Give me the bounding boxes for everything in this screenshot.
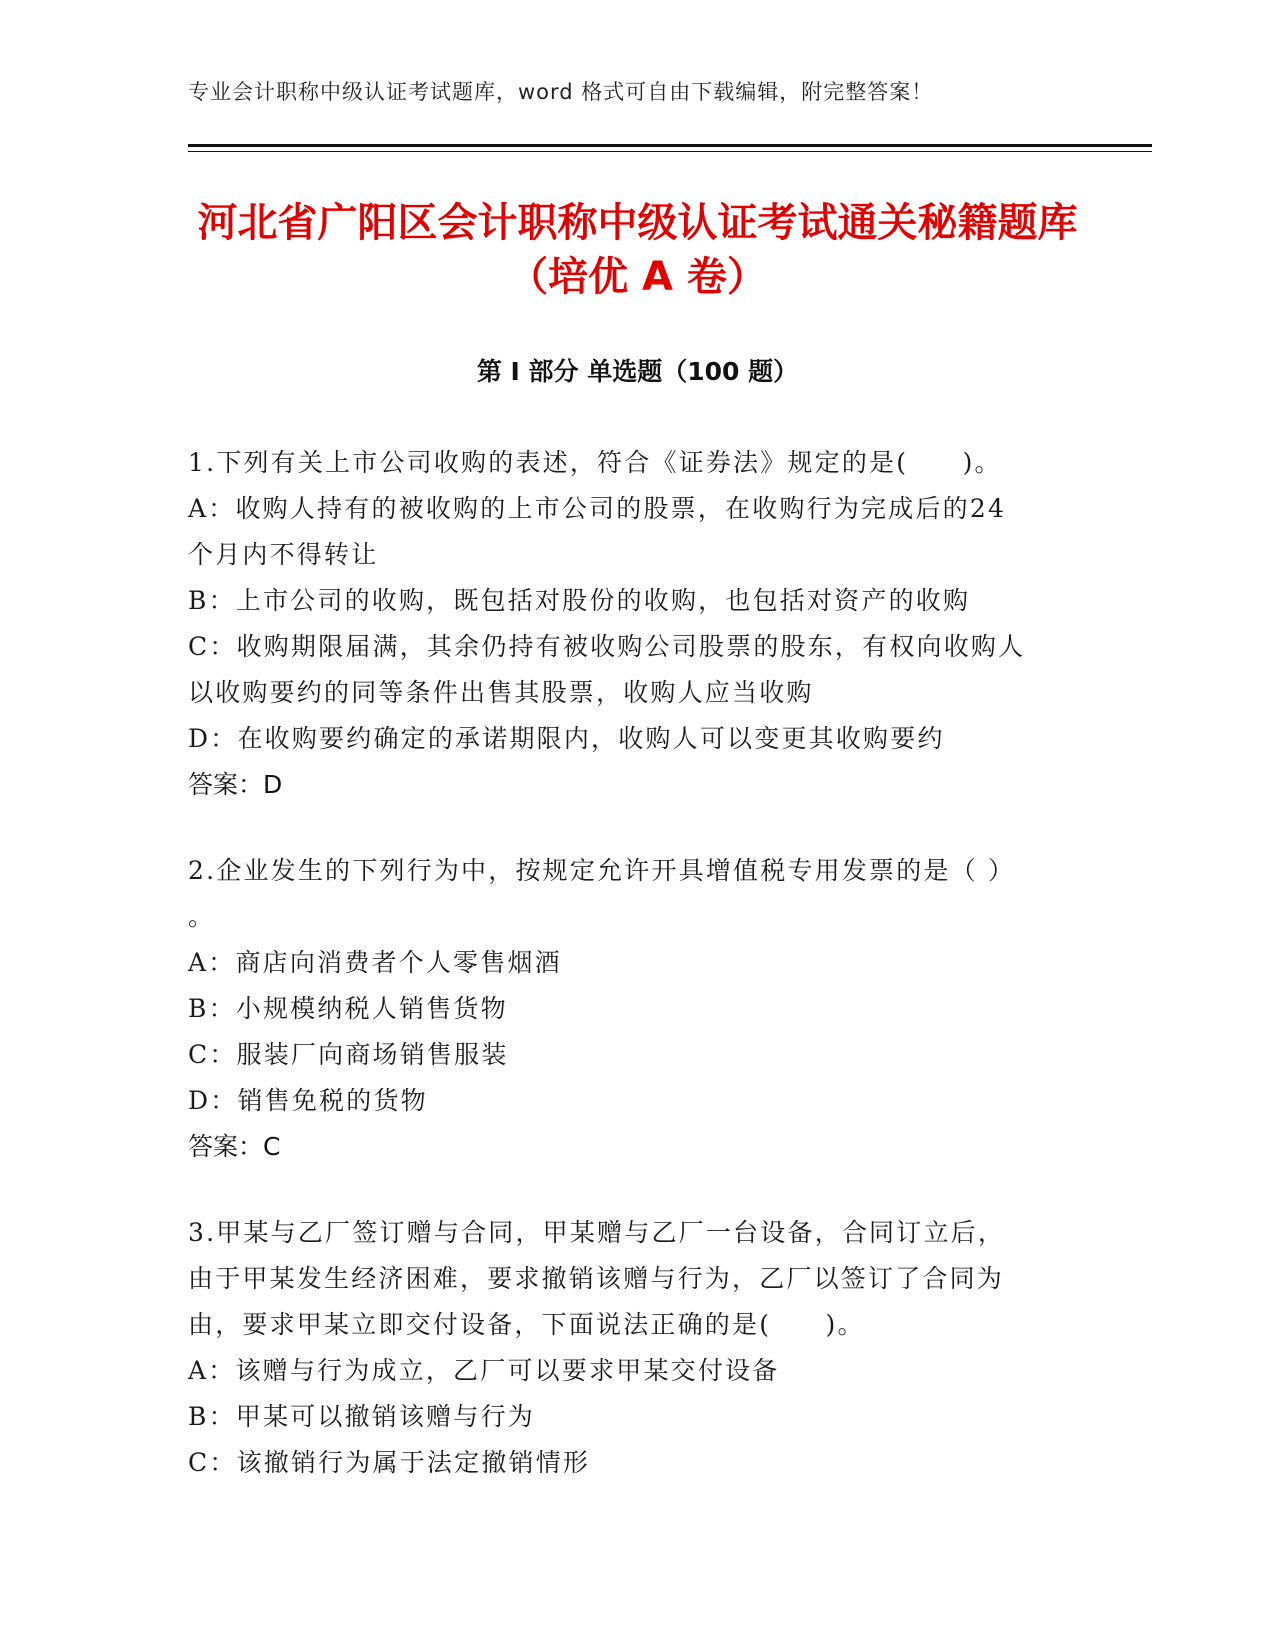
option-line: D：销售免税的货物: [188, 1086, 428, 1115]
option-line: C：服装厂向商场销售服装: [188, 1040, 509, 1069]
question-stem-line: 由，要求甲某立即交付设备，下面说法正确的是( )。: [188, 1310, 865, 1339]
document-title: 河北省广阳区会计职称中级认证考试通关秘籍题库（培优 A 卷）: [197, 200, 1078, 300]
header-rule-thin: [188, 151, 1152, 152]
option-line: A：收购人持有的被收购的上市公司的股票，在收购行为完成后的24: [188, 494, 1007, 523]
option-line: B：上市公司的收购，既包括对股份的收购，也包括对资产的收购: [188, 586, 971, 615]
header-rule-thick: [188, 144, 1152, 147]
question-block: [188, 848, 1068, 1170]
option-line: C：该撤销行为属于法定撤销情形: [188, 1448, 591, 1477]
option-line: 个月内不得转让: [188, 540, 379, 569]
section-heading: 第 I 部分 单选题（100 题）: [476, 357, 799, 386]
option-line: C：收购期限届满，其余仍持有被收购公司股票的股东，有权向收购人: [188, 632, 1026, 661]
option-line: A：该赠与行为成立，乙厂可以要求甲某交付设备: [188, 1356, 780, 1385]
question-stem-line: 3.甲某与乙厂签订赠与合同，甲某赠与乙厂一台设备，合同订立后，: [188, 1218, 1006, 1247]
question-block: [188, 440, 1068, 808]
option-line: A：商店向消费者个人零售烟酒: [188, 948, 562, 977]
option-line: 以收购要约的同等条件出售其股票，收购人应当收购: [188, 678, 814, 707]
option-line: D：在收购要约确定的承诺期限内，收购人可以变更其收购要约: [188, 724, 945, 753]
answer-line: 答案：C: [188, 1132, 281, 1161]
question-stem-line: 1.下列有关上市公司收购的表述，符合《证券法》规定的是( )。: [188, 448, 1002, 477]
question-list: [188, 440, 1068, 1526]
question-stem-line: 。: [188, 902, 216, 931]
option-line: B：甲某可以撤销该赠与行为: [188, 1402, 535, 1431]
answer-line: 答案：D: [188, 770, 283, 799]
header-note: 专业会计职称中级认证考试题库，word 格式可自由下载编辑，附完整答案！: [188, 80, 934, 104]
question-stem-line: 2.企业发生的下列行为中，按规定允许开具增值税专用发票的是（ ）: [188, 856, 1016, 885]
question-block: [188, 1210, 1068, 1486]
option-line: B：小规模纳税人销售货物: [188, 994, 508, 1023]
question-stem-line: 由于甲某发生经济困难，要求撤销该赠与行为，乙厂以签订了合同为: [188, 1264, 1005, 1293]
